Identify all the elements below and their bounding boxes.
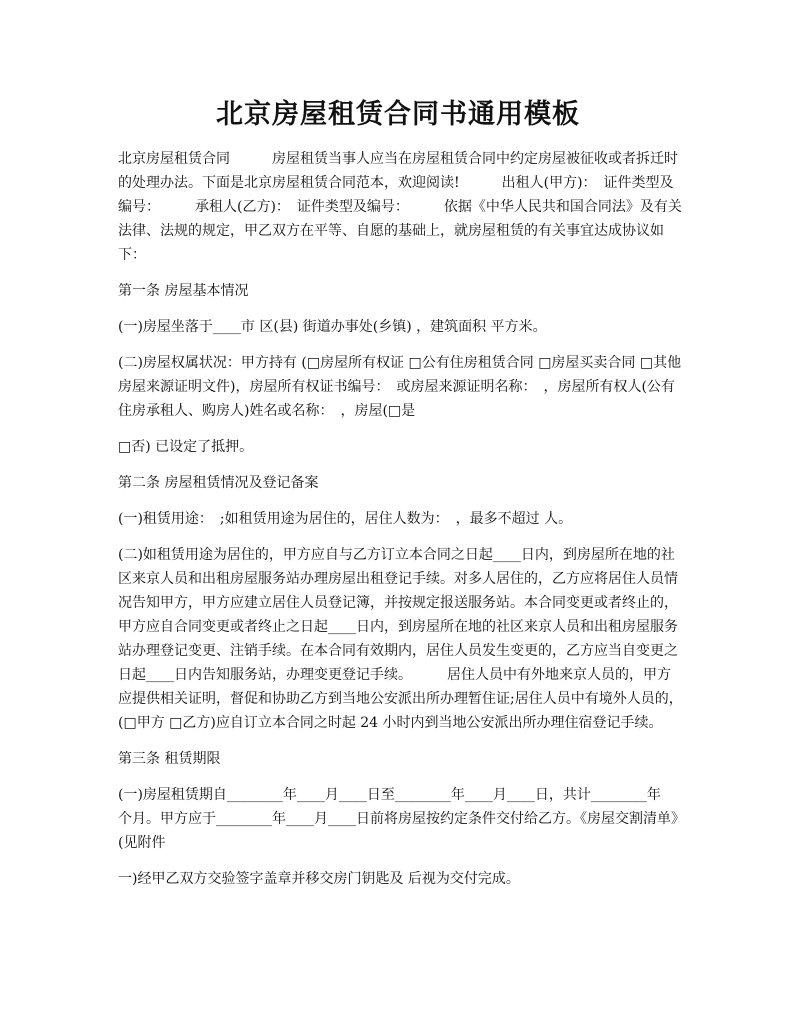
article-1-heading: 第一条 房屋基本情况 <box>118 283 249 299</box>
article-1-clause-1: (一)房屋坐落于____市 区(县) 街道办事处(乡镇) ，建筑面积 平方米。 <box>118 319 547 335</box>
document-body <box>118 147 689 891</box>
article-3-clause-1: (一)房屋租赁期自________年____月____日至________年____月____日，共计________年 个月。甲方应于________年____月____日前将房屋按约定条件交付给乙方。《房屋交割清单》(见附件 <box>118 787 689 851</box>
intro-paragraph: 北京房屋租赁合同 房屋租赁当事人应当在房屋租赁合同中约定房屋被征收或者拆迁时的处理办法。下面是北京房屋租赁合同范本，欢迎阅读! 出租人(甲方)： 证件类型及编号： 承租人(乙方)： 证件类型及编号： 依据《中华人民共和国合同法》及有关法律、法规的规定，甲乙双方在平等、自愿的基础上，就房屋租赁的有关事宜达成协议如下： <box>118 151 682 263</box>
article-2-clause-1: (一)租赁用途： ;如租赁用途为居住的，居住人数为： ，最多不超过 人。 <box>118 511 573 527</box>
article-3-clause-1-cont: 一)经甲乙双方交验签字盖章并移交房门钥匙及 后视为交付完成。 <box>118 871 520 887</box>
article-2-clause-2: (二)如租赁用途为居住的，甲方应自与乙方订立本合同之日起____日内，到房屋所在地的社区来京人员和出租房屋服务站办理房屋出租登记手续。对多人居住的，乙方应将居住人员情况告知甲方，甲方应建立居住人员登记簿，并按规定报送服务站。本合同变更或者终止的，甲方应自合同变更或者终止之日起____日内，到房屋所在地的社区来京人员和出租房屋服务站办理登记变更、注销手续。在本合同有效期内，居住人员发生变更的，乙方应当自变更之日起____日内告知服务站，办理变更登记手续。 居住人员中有外地来京人员的，甲方应提供相关证明，督促和协助乙方到当地公安派出所办理暂住证;居住人员中有境外人员的，(□甲方 □乙方)应自订立本合同之时起 24 小时内到当地公安派出所办理住宿登记手续。 <box>118 547 683 731</box>
article-2-heading: 第二条 房屋租赁情况及登记备案 <box>118 475 319 491</box>
article-1-clause-2: (二)房屋权属状况：甲方持有 (□房屋所有权证 □公有住房租赁合同 □房屋买卖合同 □其他房屋来源证明文件)，房屋所有权证书编号： 或房屋来源证明名称： ，房屋所有权人(公有住房承租人、购房人)姓名或名称： ，房屋(□是 <box>118 355 682 419</box>
document-title: 北京房屋租赁合同书通用模板 <box>216 99 580 130</box>
article-3-heading: 第三条 租赁期限 <box>118 751 221 767</box>
article-1-clause-2-cont: □否) 已设定了抵押。 <box>118 439 254 455</box>
